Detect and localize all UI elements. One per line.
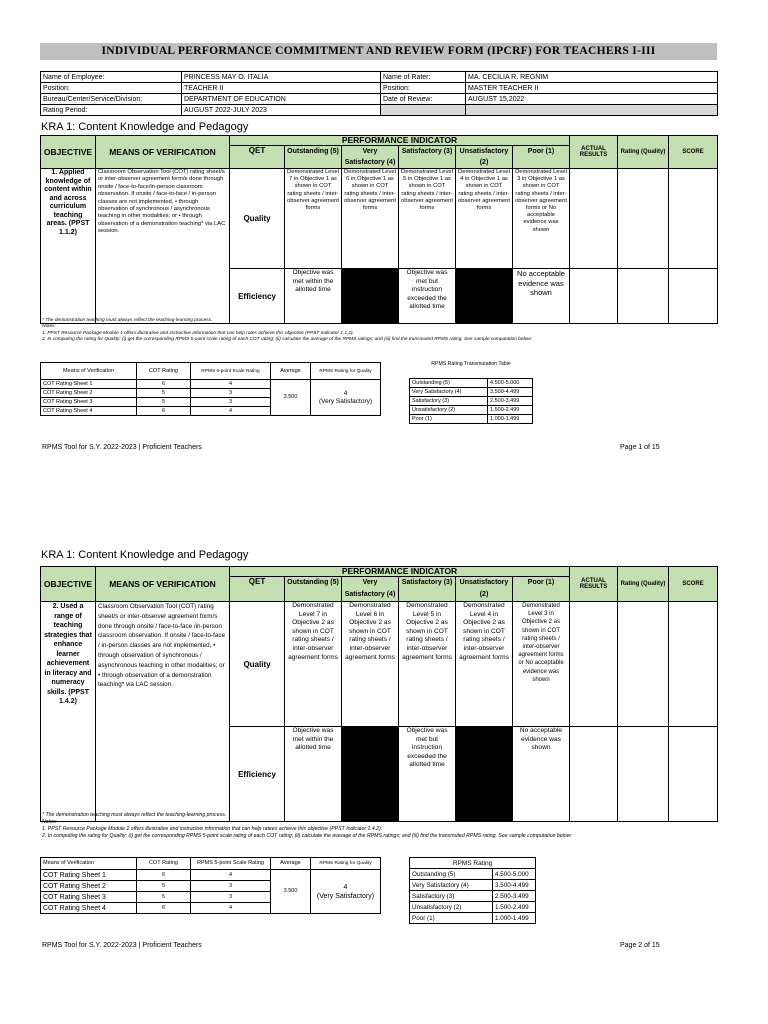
calc-row-name: COT Rating Sheet 2: [41, 389, 137, 398]
rating-header: Rating (Quality): [618, 567, 669, 602]
calc-row-rpms: 4: [191, 407, 271, 416]
satisfactory-header: Satisfactory (3): [399, 577, 456, 602]
means-of-verification-cell: Classroom Observation Tool (COT) rating sheet/s or inter-observer agreement form/s done through onsite / face-to-face /in-person classroom observation. If onsite / face-to-face / in-person classes are not implemented, • through observation of synchronous / asynchronous teaching in other modalities; or • through observation of a demonstration teaching* via LAC session.: [96, 602, 230, 822]
trans-label: Poor (1): [410, 913, 493, 924]
quality-satisfactory: Demonstrated Level 5 in Objective 2 as shown in COT rating sheets / inter-observer agreement forms: [399, 602, 456, 727]
poor-header: Poor (1): [513, 577, 570, 602]
calc-row-name: COT Rating Sheet 4: [41, 903, 137, 914]
trans-range: 3.500-4.499: [493, 880, 536, 891]
kra-heading: KRA 1: Content Knowledge and Pedagogy: [41, 121, 249, 133]
calc-row-rpms: 3: [191, 881, 271, 892]
calc-row-cot: 6: [137, 407, 191, 416]
calc-row-rpms: 4: [191, 870, 271, 881]
objective-header: OBJECTIVE: [41, 136, 96, 169]
quality-unsatisfactory: Demonstrated Level 4 in Objective 1 as shown in COT rating sheets / inter-observer agreement forms: [456, 169, 513, 269]
actual-results-header: ACTUAL RESULTS: [570, 567, 618, 602]
note-2: 2. In computing the rating for Quality: (i) get the corresponding RPMS 5-point scale rating of each COT rating; (ii) calculate the average of the RPMS ratings; and (iii) find the transmuted RPMS rating. See sample computation below:: [42, 337, 533, 343]
rater-position-value: MASTER TEACHER II: [466, 83, 718, 94]
trans-label: Satisfactory (3): [410, 891, 493, 902]
calc-row-name: COT Rating Sheet 2: [41, 881, 137, 892]
trans-range: 2.500-3.499: [488, 397, 533, 406]
blacked-out-cell: [456, 727, 513, 822]
calc-average: 3.500: [271, 870, 311, 914]
quality-outstanding: Demonstrated Level 7 in Objective 2 as shown in COT rating sheets / inter-observer agreement forms: [285, 602, 342, 727]
cot-col-header: COT Rating: [137, 858, 191, 870]
performance-indicator-header: PERFORMANCE INDICATOR: [230, 567, 570, 577]
blacked-out-cell: [342, 269, 399, 324]
trans-range: 4.500-5.000: [488, 379, 533, 388]
score-cell[interactable]: [669, 169, 718, 269]
quality-satisfactory: Demonstrated Level 5 in Objective 1 as shown in COT rating sheets / inter-observer agreement forms: [399, 169, 456, 269]
very-satisfactory-header: Very Satisfactory (4): [342, 146, 399, 169]
trans-label: Unsatisfactory (2): [410, 902, 493, 913]
calc-row-cot: 6: [137, 903, 191, 914]
quality-label: (Very Satisfactory): [316, 892, 375, 900]
efficiency-outstanding: Objective was met within the allotted time: [285, 727, 342, 822]
actual-results-cell[interactable]: [570, 727, 618, 822]
means-col-header: Means of Verification: [41, 858, 137, 870]
trans-label: Outstanding (5): [410, 379, 488, 388]
trans-label: Very Satisfactory (4): [410, 388, 488, 397]
quality-poor: Demonstrated Level 3 in Objective 1 as shown in COT rating sheets / inter-observer agreement forms or No acceptable evidence was shown: [513, 169, 570, 269]
form-title: INDIVIDUAL PERFORMANCE COMMITMENT AND REVIEW FORM (IPCRF) FOR TEACHERS I-III: [40, 43, 717, 60]
means-of-verification-cell: Classroom Observation Tool (COT) rating sheet/s or inter-observer agreement form/s done through onsite / face-to-face/in-person classroom observation. If onsite / face-to-face / in-person classes are not implemented, • through observation of synchronous / asynchronous teaching in other modalities; or • through observation of a demonstration teaching* via LAC session.: [96, 169, 230, 324]
rpms-col-header: RPMS 5-point Scale Rating: [191, 363, 271, 380]
blank-cell: [466, 105, 718, 116]
actual-results-cell[interactable]: [570, 169, 618, 269]
trans-range: 1.000-1.499: [488, 415, 533, 424]
quality-poor: Demonstrated Level 3 in Objective 2 as shown in COT rating sheets / inter-observer agreement forms or No acceptable evidence was shown: [513, 602, 570, 727]
actual-results-header: ACTUAL RESULTS: [570, 136, 618, 169]
demo-note: * The demonstration teaching must always reflect the teaching-learning process.: [42, 318, 213, 323]
calc-row-cot: 5: [137, 398, 191, 407]
rpms-col-header: RPMS 5-point Scale Rating: [191, 858, 271, 870]
calc-row-cot: 6: [137, 870, 191, 881]
rating-header: Rating (Quality): [618, 136, 669, 169]
trans-range: 1.500-2.499: [493, 902, 536, 913]
performance-table-1: [40, 135, 718, 324]
average-col-header: Average: [271, 363, 311, 380]
page-number: Page 2 of 15: [620, 942, 660, 949]
trans-label: Outstanding (5): [410, 869, 493, 880]
rating-cell[interactable]: [618, 602, 669, 727]
sample-computation-table-2: [40, 857, 381, 914]
page-number: Page 1 of 15: [620, 444, 660, 451]
performance-indicator-header: PERFORMANCE INDICATOR: [230, 136, 570, 146]
trans-label: Poor (1): [410, 415, 488, 424]
bureau-value: DEPARTMENT OF EDUCATION: [182, 94, 381, 105]
calc-row-cot: 5: [137, 389, 191, 398]
review-date-value: AUGUST 15,2022: [466, 94, 718, 105]
quality-col-header: RPMS Rating for Quality: [311, 363, 381, 380]
quality-outstanding: Demonstrated Level 7 in Objective 1 as shown in COT rating sheets / inter-observer agreement forms: [285, 169, 342, 269]
transmutation-title: RPMS Rating: [410, 858, 536, 869]
calc-row-rpms: 3: [191, 389, 271, 398]
efficiency-label: Efficiency: [230, 727, 285, 822]
calc-row-name: COT Rating Sheet 3: [41, 892, 137, 903]
quality-col-header: RPMS Rating for Quality: [311, 858, 381, 870]
transmutation-table-2: [409, 857, 536, 924]
actual-results-cell[interactable]: [570, 602, 618, 727]
rater-position-label: Position:: [381, 83, 466, 94]
calc-row-cot: 5: [137, 881, 191, 892]
means-col-header: Means of Verification: [41, 363, 137, 380]
means-header: MEANS OF VERIFICATION: [96, 136, 230, 169]
score-header: SCORE: [669, 136, 718, 169]
quality-unsatisfactory: Demonstrated Level 4 in Objective 2 as shown in COT rating sheets / inter-observer agreement forms: [456, 602, 513, 727]
calc-average: 3.500: [271, 380, 311, 416]
transmutation-title: RPMS Rating Transmutation Table: [431, 361, 511, 367]
rating-period-value: AUGUST 2022-JULY 2023: [182, 105, 381, 116]
qet-header: QET: [230, 146, 285, 169]
calc-quality: [311, 870, 381, 914]
quality-label: Quality: [230, 169, 285, 269]
trans-range: 1.000-1.499: [493, 913, 536, 924]
note-1: 1. PPST Resource Package Module 2 offers illustrative and instructive information that can help ratees achieve this objective (PPST Indicator 1.4.2).: [42, 826, 383, 832]
rater-name: MA. CECILIA R. REGNIM: [466, 72, 718, 83]
efficiency-poor: No acceptable evidence was shown: [513, 269, 570, 324]
footer-text: RPMS Tool for S.Y. 2022-2023 | Proficient Teachers: [42, 444, 202, 451]
calc-row-rpms: 4: [191, 380, 271, 389]
demo-note: * The demonstration teaching must always reflect the teaching-learning process.: [42, 812, 227, 818]
actual-results-cell[interactable]: [570, 269, 618, 324]
footer-text: RPMS Tool for S.Y. 2022-2023 | Proficient Teachers: [42, 942, 202, 949]
score-cell[interactable]: [669, 602, 718, 727]
trans-range: 4.500-5.000: [493, 869, 536, 880]
poor-header: Poor (1): [513, 146, 570, 169]
blank-cell: [381, 105, 466, 116]
trans-label: Very Satisfactory (4): [410, 880, 493, 891]
review-date-label: Date of Review:: [381, 94, 466, 105]
quality-value: 4: [343, 883, 348, 891]
quality-label: Quality: [230, 602, 285, 727]
average-col-header: Average: [271, 858, 311, 870]
quality-very-satisfactory: Demonstrated Level 6 in Objective 1 as shown in COT rating sheets / inter-observer agreement forms: [342, 169, 399, 269]
calc-row-cot: 6: [137, 380, 191, 389]
unsatisfactory-header: Unsatisfactory (2): [456, 146, 513, 169]
trans-range: 3.500-4.499: [488, 388, 533, 397]
cot-col-header: COT Rating: [137, 363, 191, 380]
score-cell[interactable]: [669, 727, 718, 822]
employee-info-table: [40, 71, 718, 116]
blacked-out-cell: [456, 269, 513, 324]
performance-table-2: [40, 566, 718, 822]
satisfactory-header: Satisfactory (3): [399, 146, 456, 169]
quality-label: (Very Satisfactory): [318, 397, 373, 405]
notes-label: Notes:: [42, 819, 57, 825]
rater-label: Name of Rater:: [381, 72, 466, 83]
unsatisfactory-header: Unsatisfactory (2): [456, 577, 513, 602]
trans-label: Unsatisfactory (2): [410, 406, 488, 415]
qet-header: QET: [230, 577, 285, 602]
objective-cell: 1. Applied knowledge of content within and across curriculum teaching areas. (PPST 1.1.2): [41, 169, 96, 324]
calc-row-name: COT Rating Sheet 3: [41, 398, 137, 407]
calc-row-name: COT Rating Sheet 4: [41, 407, 137, 416]
notes-label: Notes:: [42, 324, 56, 330]
objective-cell: 2. Used a range of teaching strategies that enhance learner achievement in literacy and numeracy skills. (PPST 1.4.2): [41, 602, 96, 822]
position-value: TEACHER II: [182, 83, 381, 94]
calc-row-name: COT Rating Sheet 1: [41, 870, 137, 881]
very-satisfactory-header: Very Satisfactory (4): [342, 577, 399, 602]
sample-computation-table-1: [40, 362, 381, 416]
calc-row-rpms: 3: [191, 398, 271, 407]
efficiency-satisfactory: Objective was met but instruction exceeded the allotted time: [399, 727, 456, 822]
transmutation-table-1: [409, 378, 533, 424]
kra-heading: KRA 1: Content Knowledge and Pedagogy: [41, 549, 249, 561]
calc-quality: [311, 380, 381, 416]
rating-period-label: Rating Period:: [41, 105, 182, 116]
rating-cell[interactable]: [618, 727, 669, 822]
employee-label: Name of Employee:: [41, 72, 182, 83]
efficiency-poor: No acceptable evidence was shown: [513, 727, 570, 822]
rating-cell[interactable]: [618, 169, 669, 269]
notes-block: [42, 812, 572, 840]
outstanding-header: Outstanding (5): [285, 577, 342, 602]
score-header: SCORE: [669, 567, 718, 602]
position-label: Position:: [41, 83, 182, 94]
efficiency-label: Efficiency: [230, 269, 285, 324]
trans-range: 2.500-3.499: [493, 891, 536, 902]
bureau-label: Bureau/Center/Service/Division:: [41, 94, 182, 105]
calc-row-rpms: 3: [191, 892, 271, 903]
calc-row-rpms: 4: [191, 903, 271, 914]
outstanding-header: Outstanding (5): [285, 146, 342, 169]
note-2: 2. In computing the rating for Quality: (i) get the corresponding RPMS 5-point scale rating of each COT rating; (ii) calculate the average of the RPMS ratings; and (iii) find the transmuted RPMS rating. See sample computation below:: [42, 833, 572, 839]
efficiency-satisfactory: Objective was met but instruction exceeded the allotted time: [399, 269, 456, 324]
score-cell[interactable]: [669, 269, 718, 324]
means-header: MEANS OF VERIFICATION: [96, 567, 230, 602]
quality-value: 4: [343, 389, 348, 397]
rating-cell[interactable]: [618, 269, 669, 324]
note-1: 1. PPST Resource Package Module 1 offers illustrative and instructive information that can help rates achieve this objective (PPST Indicator 1.1.2).: [42, 330, 354, 336]
trans-label: Satisfactory (3): [410, 397, 488, 406]
calc-row-cot: 5: [137, 892, 191, 903]
notes-block: [42, 318, 532, 344]
quality-very-satisfactory: Demonstrated Level 6 in Objective 2 as shown in COT rating sheets / inter-observer agreement forms: [342, 602, 399, 727]
trans-range: 1.500-2.499: [488, 406, 533, 415]
calc-row-name: COT Rating Sheet 1: [41, 380, 137, 389]
blacked-out-cell: [342, 727, 399, 822]
objective-header: OBJECTIVE: [41, 567, 96, 602]
employee-name: PRINCESS MAY O. ITALIA: [182, 72, 381, 83]
efficiency-outstanding: Objective was met within the allotted time: [285, 269, 342, 324]
